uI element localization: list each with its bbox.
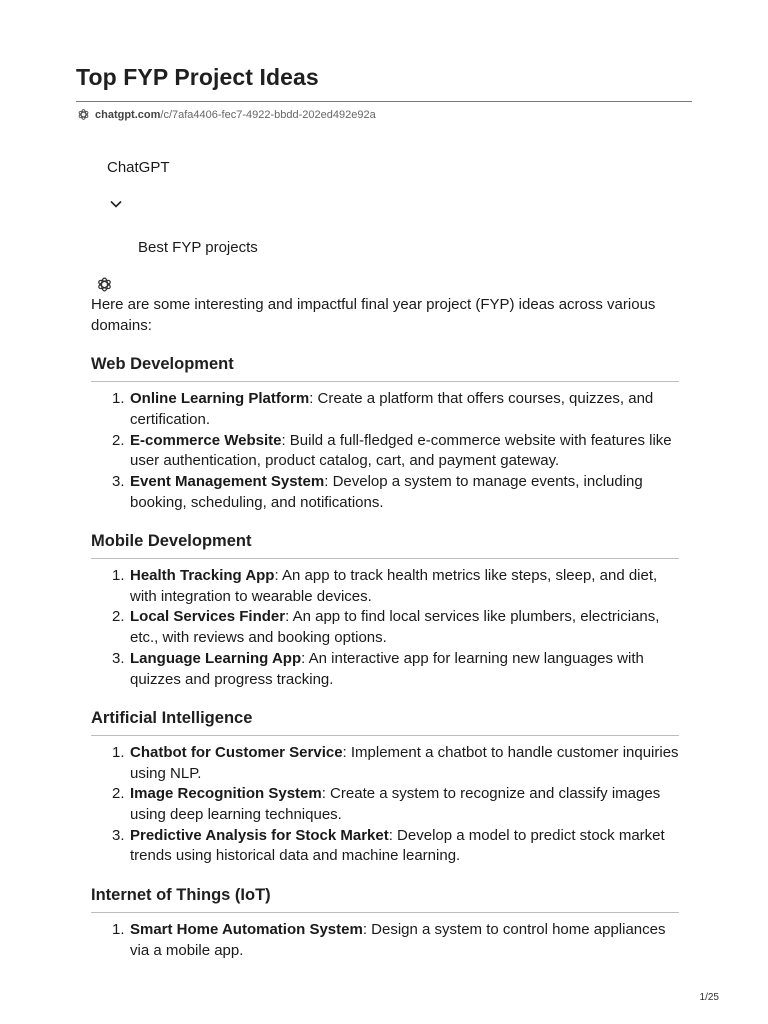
list-item-number: 2. [112, 785, 125, 803]
project-list [91, 566, 679, 690]
list-item-number: 3. [112, 472, 125, 490]
section-heading: Web Development [91, 354, 679, 382]
project-list [91, 389, 679, 513]
page-number: 1/25 [699, 992, 719, 1003]
page-title: Top FYP Project Ideas [76, 64, 319, 90]
list-item-title: Event Management System [130, 472, 325, 490]
list-item [91, 743, 679, 784]
list-item-title: Local Services Finder [130, 608, 286, 626]
list-item-number: 2. [112, 431, 125, 449]
list-item-number: 1. [112, 743, 125, 761]
list-item-number: 3. [112, 649, 125, 667]
list-item-description: : Implement a chatbot to handle customer inquiries using NLP. [130, 743, 679, 782]
list-item [91, 472, 679, 513]
list-item-description: : An app to find local services like plumbers, electricians, etc., with reviews and booking options. [130, 608, 660, 647]
response-intro: Here are some interesting and impactful final year project (FYP) ideas across various domains: [91, 296, 656, 334]
list-item-description: : An app to track health metrics like steps, sleep, and diet, with integration to wearable devices. [130, 567, 658, 605]
list-item-number: 1. [112, 390, 125, 408]
list-item-number: 1. [112, 920, 125, 938]
section [91, 885, 679, 961]
list-item-title: Online Learning Platform [130, 390, 310, 408]
list-item [91, 826, 679, 867]
list-item-title: E-commerce Website [130, 431, 282, 449]
source-link[interactable] [77, 108, 376, 121]
list-item [91, 784, 679, 825]
list-item [91, 431, 679, 472]
list-item-title: Image Recognition System [130, 785, 322, 803]
list-item-number: 1. [112, 567, 125, 585]
list-item-number: 3. [112, 826, 125, 844]
list-item-title: Chatbot for Customer Service [130, 743, 343, 761]
speaker-label: ChatGPT [107, 159, 170, 176]
source-path[interactable]: /c/7afa4406-fec7-4922-bbdd-202ed492e92a [160, 108, 376, 121]
chevron-down-icon[interactable] [109, 196, 123, 214]
section-heading: Internet of Things (IoT) [91, 885, 679, 913]
list-item-description: : Build a full-fledged e-commerce website with features like user authentication, product catalog, cart, and payment gateway. [130, 431, 672, 470]
list-item [91, 389, 679, 430]
list-item-number: 2. [112, 608, 125, 626]
list-item-description: : Develop a system to manage events, including booking, scheduling, and notifications. [130, 472, 643, 511]
list-item-description: : Create a system to recognize and classify images using deep learning techniques. [130, 785, 661, 824]
list-item-description: : Develop a model to predict stock market trends using historical data and machine learning. [130, 826, 665, 865]
list-item-title: Health Tracking App [130, 567, 275, 585]
list-item-description: : An interactive app for learning new languages with quizzes and progress tracking. [130, 649, 644, 688]
source-domain[interactable]: chatgpt.com [95, 108, 161, 121]
section-heading: Mobile Development [91, 531, 679, 559]
user-prompt: Best FYP projects [138, 239, 258, 256]
section [91, 708, 679, 867]
list-item-description: : Design a system to control home appliances via a mobile app. [130, 920, 666, 959]
list-item-title: Predictive Analysis for Stock Market [130, 826, 389, 844]
list-item [91, 607, 679, 648]
sections-container [91, 354, 679, 961]
list-item-title: Language Learning App [130, 649, 302, 667]
chatgpt-logo-icon [77, 108, 90, 121]
assistant-response [91, 295, 679, 961]
list-item-description: : Create a platform that offers courses, quizzes, and certification. [130, 390, 654, 428]
section [91, 354, 679, 513]
title-divider [76, 101, 692, 102]
section [91, 531, 679, 690]
list-item [91, 566, 679, 607]
list-item-title: Smart Home Automation System [130, 920, 363, 938]
list-item [91, 649, 679, 690]
list-item [91, 920, 679, 961]
project-list [91, 920, 679, 961]
section-heading: Artificial Intelligence [91, 708, 679, 736]
project-list [91, 743, 679, 867]
